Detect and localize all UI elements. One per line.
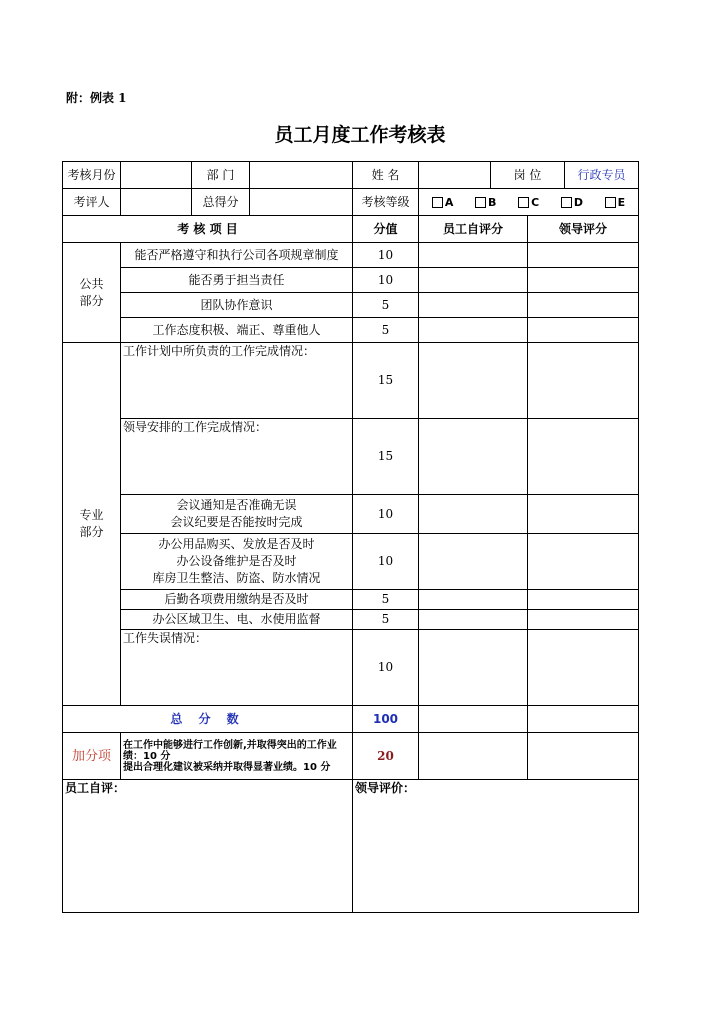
checkbox-icon[interactable] <box>475 197 486 208</box>
grade-option-b[interactable]: B <box>475 194 496 211</box>
leader-score-field[interactable] <box>528 293 639 318</box>
grade-option-c[interactable]: C <box>518 194 539 211</box>
leader-score-field[interactable] <box>528 630 639 706</box>
leader-score-field[interactable] <box>528 610 639 630</box>
item-score: 10 <box>353 243 419 268</box>
professional-label-line2: 部分 <box>79 525 104 539</box>
leader-score-field[interactable] <box>528 268 639 293</box>
leader-score-field[interactable] <box>528 419 639 495</box>
item-line: 会议纪要是否能按时完成 <box>170 515 303 529</box>
item-line: 办公设备维护是否及时 <box>176 554 297 568</box>
checkbox-icon[interactable] <box>605 197 616 208</box>
self-score-field[interactable] <box>419 495 528 534</box>
table-row <box>63 293 639 318</box>
name-field[interactable] <box>419 162 491 189</box>
table-row <box>63 318 639 343</box>
self-total-field[interactable] <box>419 706 528 733</box>
item-line: 会议通知是否准确无误 <box>176 498 297 512</box>
item-score: 5 <box>353 590 419 610</box>
checkbox-icon[interactable] <box>518 197 529 208</box>
bonus-row <box>63 733 639 780</box>
bonus-line: 在工作中能够进行工作创新,并取得突出的工作业绩：10 分 <box>123 739 337 762</box>
dept-field[interactable] <box>250 162 353 189</box>
self-score-field[interactable] <box>419 610 528 630</box>
table-row <box>63 590 639 610</box>
item-text: 领导安排的工作完成情况： <box>121 419 353 495</box>
col-item-heading: 考 核 项 目 <box>63 216 353 243</box>
bonus-criteria <box>121 733 353 780</box>
grade-label: 考核等级 <box>353 189 419 216</box>
self-bonus-field[interactable] <box>419 733 528 780</box>
table-row <box>63 610 639 630</box>
item-text: 团队协作意识 <box>121 293 353 318</box>
assessment-table <box>62 161 639 913</box>
self-comment-box[interactable]: 员工自评： <box>63 780 353 913</box>
leader-score-field[interactable] <box>528 318 639 343</box>
grade-option-d[interactable]: D <box>561 194 583 211</box>
grade-option-a[interactable]: A <box>432 194 454 211</box>
checkbox-icon[interactable] <box>432 197 443 208</box>
table-row <box>63 419 639 495</box>
header-row-2 <box>63 189 639 216</box>
leader-score-field[interactable] <box>528 590 639 610</box>
self-score-field[interactable] <box>419 590 528 610</box>
col-leader-heading: 领导评分 <box>528 216 639 243</box>
leader-score-field[interactable] <box>528 534 639 590</box>
dept-label: 部 门 <box>192 162 250 189</box>
reviewer-field[interactable] <box>121 189 192 216</box>
item-score: 10 <box>353 534 419 590</box>
comments-row <box>63 780 639 913</box>
item-text: 工作计划中所负责的工作完成情况： <box>121 343 353 419</box>
bonus-label: 加分项 <box>63 733 121 780</box>
post-value: 行政专员 <box>565 162 639 189</box>
self-score-field[interactable] <box>419 534 528 590</box>
public-label-line1: 公共 <box>79 276 104 291</box>
leader-total-field[interactable] <box>528 706 639 733</box>
page-title: 员工月度工作考核表 <box>274 124 446 146</box>
leader-score-field[interactable] <box>528 495 639 534</box>
item-text <box>121 534 353 590</box>
item-score: 5 <box>353 293 419 318</box>
grade-option-e[interactable]: E <box>605 194 626 211</box>
appendix-note: 附：例表 1 <box>66 91 127 105</box>
self-score-field[interactable] <box>419 630 528 706</box>
header-row-1 <box>63 162 639 189</box>
checkbox-icon[interactable] <box>561 197 572 208</box>
public-section-label <box>63 243 121 343</box>
professional-section-label <box>63 343 121 706</box>
col-score-heading: 分值 <box>353 216 419 243</box>
reviewer-label: 考评人 <box>63 189 121 216</box>
month-label: 考核月份 <box>63 162 121 189</box>
item-score: 5 <box>353 318 419 343</box>
total-row <box>63 706 639 733</box>
public-label-line2: 部分 <box>79 293 104 308</box>
col-self-heading: 员工自评分 <box>419 216 528 243</box>
leader-comment-box[interactable]: 领导评价： <box>353 780 639 913</box>
item-line: 办公用品购买、发放是否及时 <box>158 537 315 551</box>
self-score-field[interactable] <box>419 343 528 419</box>
item-score: 10 <box>353 268 419 293</box>
table-row <box>63 630 639 706</box>
post-label: 岗 位 <box>491 162 565 189</box>
item-score: 10 <box>353 630 419 706</box>
item-score: 10 <box>353 495 419 534</box>
item-score: 15 <box>353 419 419 495</box>
self-score-field[interactable] <box>419 268 528 293</box>
name-label: 姓 名 <box>353 162 419 189</box>
leader-score-field[interactable] <box>528 243 639 268</box>
table-row <box>63 243 639 268</box>
item-score: 5 <box>353 610 419 630</box>
self-score-field[interactable] <box>419 243 528 268</box>
item-text: 工作态度积极、端正、尊重他人 <box>121 318 353 343</box>
total-label: 总 分 数 <box>63 706 353 733</box>
self-score-field[interactable] <box>419 293 528 318</box>
item-text: 办公区域卫生、电、水使用监督 <box>121 610 353 630</box>
table-row <box>63 343 639 419</box>
item-text: 能否严格遵守和执行公司各项规章制度 <box>121 243 353 268</box>
column-header-row <box>63 216 639 243</box>
professional-label-line1: 专业 <box>79 508 104 522</box>
month-field[interactable] <box>121 162 192 189</box>
table-row <box>63 268 639 293</box>
item-text <box>121 495 353 534</box>
total-score-field[interactable] <box>250 189 353 216</box>
item-text: 能否勇于担当责任 <box>121 268 353 293</box>
bonus-value: 20 <box>353 733 419 780</box>
bonus-line: 提出合理化建议被采纳并取得显著业绩。10 分 <box>123 761 331 773</box>
leader-score-field[interactable] <box>528 343 639 419</box>
total-value: 100 <box>353 706 419 733</box>
leader-bonus-field[interactable] <box>528 733 639 780</box>
grade-options <box>419 189 639 216</box>
total-score-label: 总得分 <box>192 189 250 216</box>
table-row <box>63 534 639 590</box>
table-row <box>63 495 639 534</box>
item-text: 工作失误情况： <box>121 630 353 706</box>
item-line: 库房卫生整洁、防盗、防水情况 <box>152 571 321 585</box>
item-score: 15 <box>353 343 419 419</box>
item-text: 后勤各项费用缴纳是否及时 <box>121 590 353 610</box>
self-score-field[interactable] <box>419 419 528 495</box>
self-score-field[interactable] <box>419 318 528 343</box>
